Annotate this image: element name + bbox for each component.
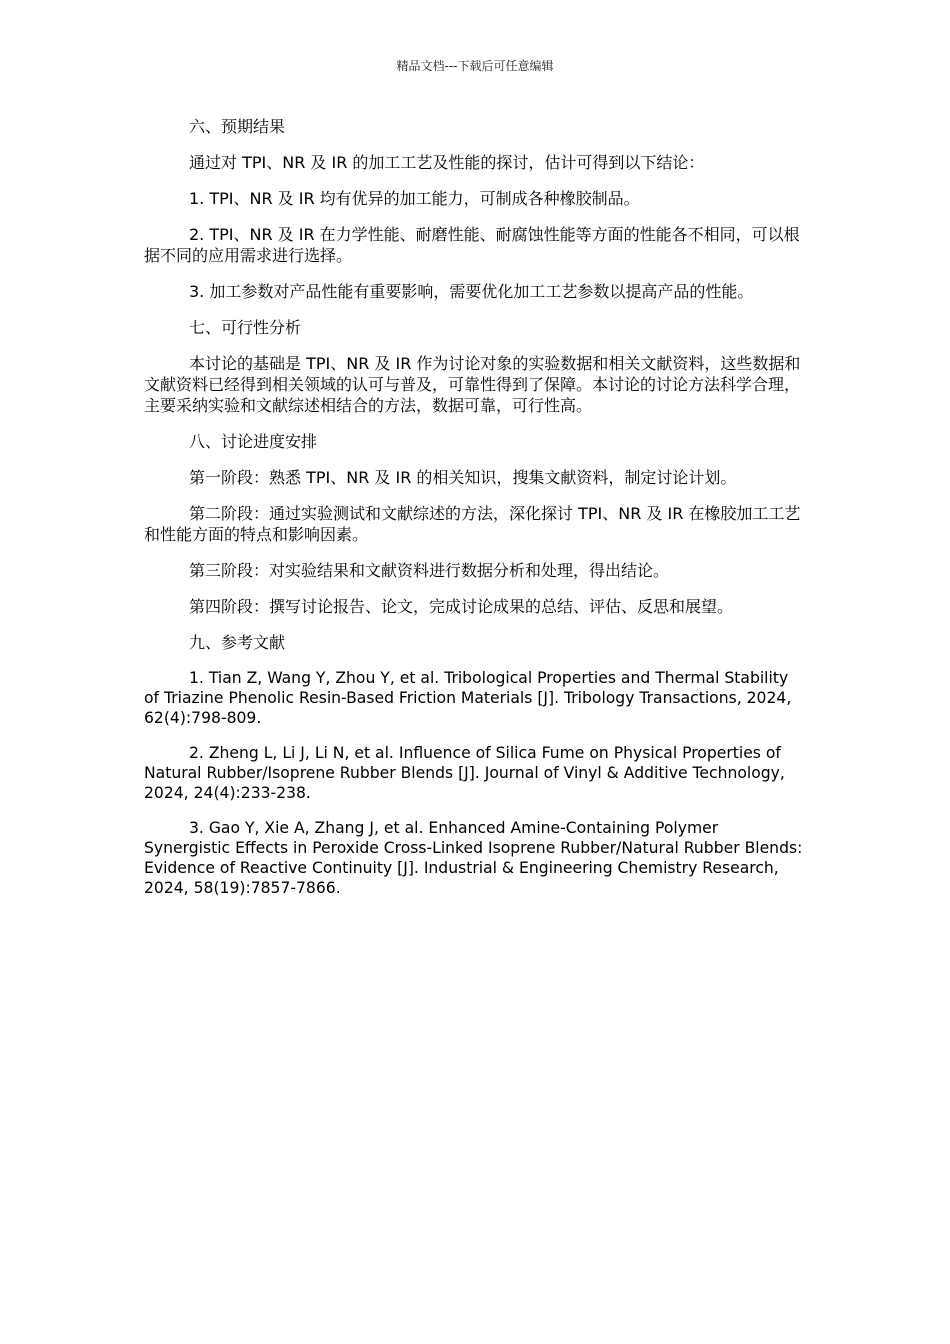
expected-result-item: 2. TPI、NR 及 IR 在力学性能、耐磨性能、耐腐蚀性能等方面的性能各不相同，可以根据不同的应用需求进行选择。 bbox=[144, 225, 800, 265]
feasibility-body: 本讨论的基础是 TPI、NR 及 IR 作为讨论对象的实验数据和相关文献资料，这些数据和文献资料已经得到相关领域的认可与普及，可靠性得到了保障。本讨论的讨论方法科学合理，主要采纳实验和文献综述相结合的方法，数据可靠，可行性高。 bbox=[144, 354, 801, 415]
section-heading-expected-results: 六、预期结果 bbox=[189, 117, 286, 136]
page-header: 精品文档---下载后可任意编辑 bbox=[396, 59, 554, 73]
reference-item: 3. Gao Y, Xie A, Zhang J, et al. Enhanced Amine-Containing Polymer Synergistic Effects in Peroxide Cross-Linked Isoprene Rubber/Natural Rubber Blends: Evidence of Reactive Continuity [J]. Industrial & Engineering Chemistry Research, 2024, 58(19):7857-7866. bbox=[144, 819, 803, 897]
reference-item: 1. Tian Z, Wang Y, Zhou Y, et al. Tribological Properties and Thermal Stability of Triazine Phenolic Resin-Based Friction Materials [J]. Tribology Transactions, 2024, 62(4):798-809. bbox=[144, 669, 792, 727]
schedule-stage: 第三阶段：对实验结果和文献资料进行数据分析和处理，得出结论。 bbox=[189, 561, 670, 580]
reference-item: 2. Zheng L, Li J, Li N, et al. Influence of Silica Fume on Physical Properties of Natural Rubber/Isoprene Rubber Blends [J]. Journal of Vinyl & Additive Technology, 2024, 24(4):233-238. bbox=[144, 744, 785, 802]
expected-result-item: 1. TPI、NR 及 IR 均有优异的加工能力，可制成各种橡胶制品。 bbox=[189, 189, 640, 208]
schedule-stage: 第四阶段：撰写讨论报告、论文，完成讨论成果的总结、评估、反思和展望。 bbox=[189, 597, 734, 616]
section-heading-references: 九、参考文献 bbox=[189, 633, 286, 652]
expected-results-intro: 通过对 TPI、NR 及 IR 的加工工艺及性能的探讨，估计可得到以下结论： bbox=[189, 153, 705, 172]
section-heading-schedule: 八、讨论进度安排 bbox=[189, 432, 318, 451]
expected-result-item: 3. 加工参数对产品性能有重要影响，需要优化加工工艺参数以提高产品的性能。 bbox=[189, 282, 754, 301]
document-body bbox=[144, 116, 804, 913]
schedule-stage: 第二阶段：通过实验测试和文献综述的方法，深化探讨 TPI、NR 及 IR 在橡胶加工工艺和性能方面的特点和影响因素。 bbox=[144, 504, 801, 544]
section-heading-feasibility: 七、可行性分析 bbox=[189, 318, 302, 337]
schedule-stage: 第一阶段：熟悉 TPI、NR 及 IR 的相关知识，搜集文献资料，制定讨论计划。 bbox=[189, 468, 737, 487]
